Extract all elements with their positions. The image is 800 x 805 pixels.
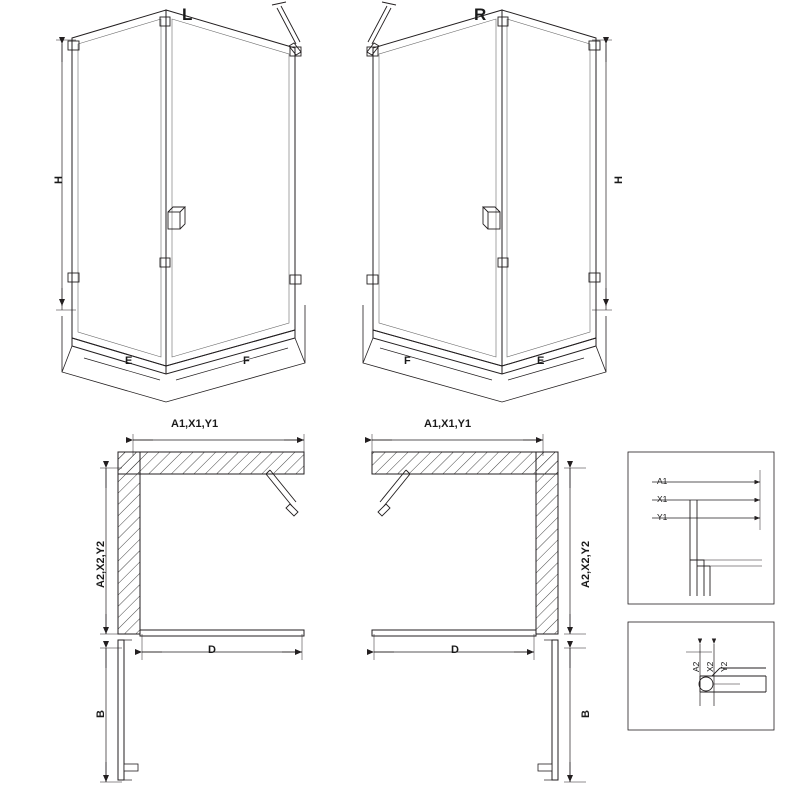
detail-label-y2: Y2 [719,661,729,672]
dim-label-h-right: H [613,176,625,184]
dim-label-h-left: H [53,176,65,184]
door-leaf-right [538,640,558,780]
wall-top-right [372,452,558,474]
dim-label-a1x1y1-left: A1,X1,Y1 [171,418,219,430]
dimension-d-left [142,634,302,660]
stabilizer-bar [272,2,301,55]
stabilizer-bar-mirror [367,2,396,55]
iso-left-title: L [182,5,193,24]
hinge-set-left [68,17,170,282]
profile-bottom-left [140,630,304,636]
detail-view-top [628,452,774,604]
swing-indicator-left [266,470,298,516]
base-tray [72,330,295,374]
dim-label-a2x2y2-right: A2,X2,Y2 [580,540,592,588]
iso-view-left [53,2,305,402]
dim-label-f-left: F [243,355,250,367]
left-panel-glass [72,10,166,366]
door-leaf-left [118,640,138,780]
dim-label-d-left: D [208,644,216,656]
wall-side-left [118,452,140,634]
door-handle-right [483,207,500,229]
dim-label-a2x2y2-left: A2,X2,Y2 [95,540,107,588]
plan-view-right [372,434,586,782]
iso-right-title: R [474,5,487,24]
dim-label-b-left: B [95,710,107,718]
dim-label-f-right: F [404,355,411,367]
dim-label-d-right: D [451,644,459,656]
detail-label-y1: Y1 [657,512,668,522]
dim-label-b-right: B [580,710,592,718]
detail-label-x1: X1 [657,494,668,504]
profile-bottom-right [372,630,536,636]
left-panel-glass-mirror [373,10,502,366]
dim-label-e-left: E [125,355,133,367]
wall-side-right [536,452,558,634]
detail-label-a2: A2 [691,661,701,672]
detail-label-a1: A1 [657,476,668,486]
detail-label-x2: X2 [705,661,715,672]
detail-view-bottom [628,622,774,730]
iso-view-right [363,2,612,402]
plan-view-left [100,434,304,782]
door-handle-left [168,207,185,229]
base-tray-mirror [373,330,596,374]
swing-indicator-right [378,470,410,516]
dimension-h-right [592,40,612,310]
hinge-set-right-mirror [498,17,600,282]
dimension-h-left [53,40,76,310]
wall-top-left [118,452,304,474]
dim-label-e-right: E [537,355,545,367]
dim-label-a1x1y1-right: A1,X1,Y1 [424,418,472,430]
right-panel-glass-mirror [502,10,596,366]
right-panel-glass [166,10,295,366]
